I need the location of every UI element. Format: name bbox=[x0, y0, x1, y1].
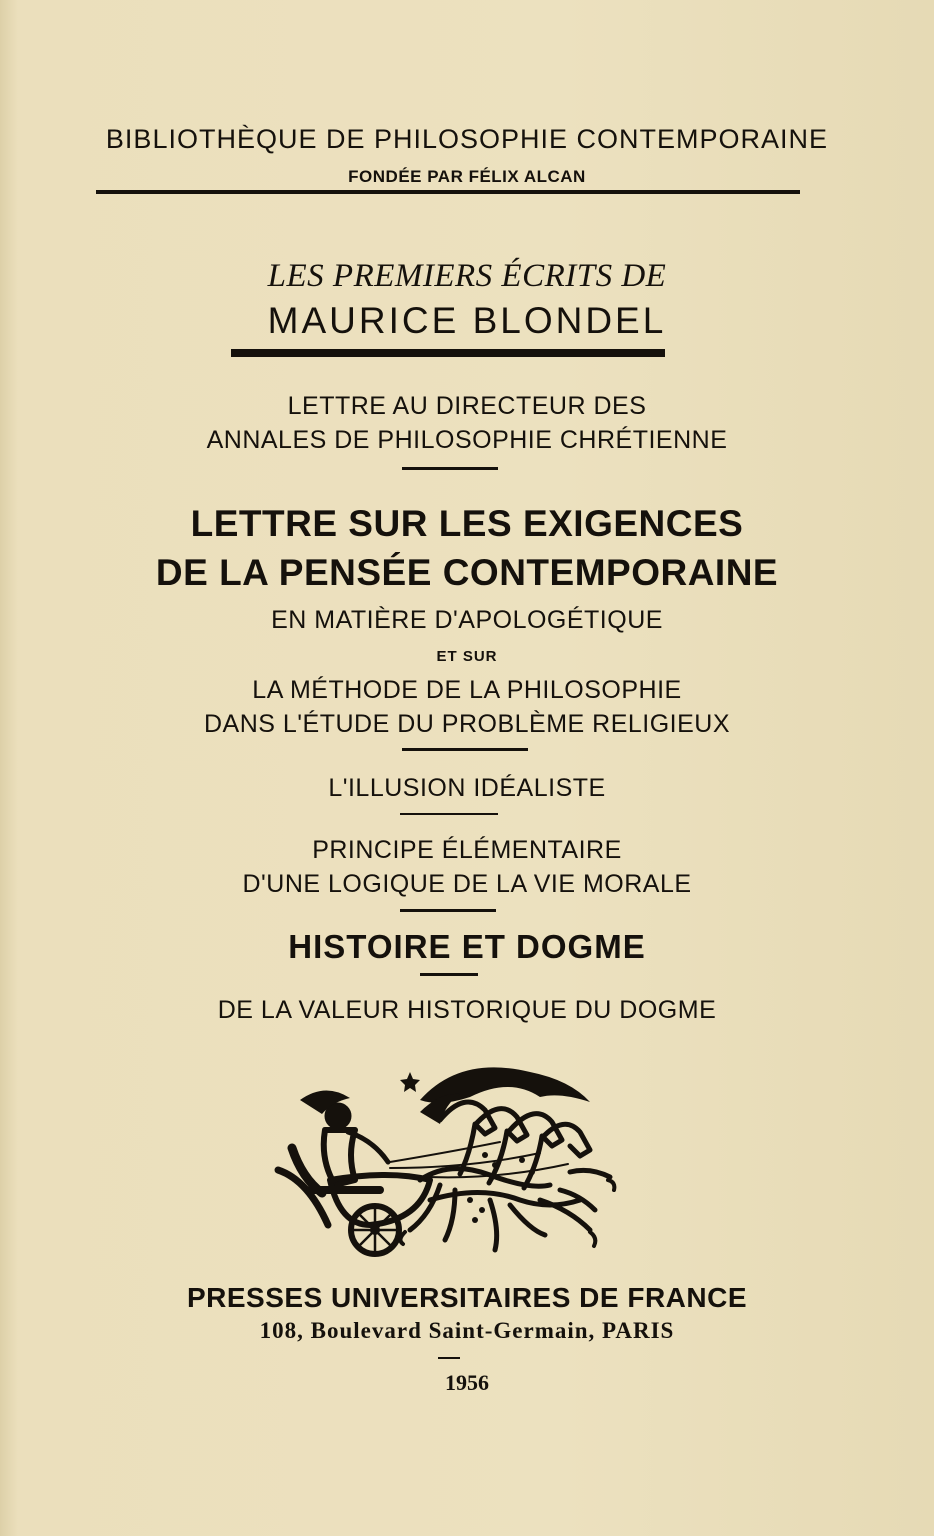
chariot-horses-icon bbox=[270, 1060, 630, 1270]
publisher-name: PRESSES UNIVERSITAIRES DE FRANCE bbox=[186, 1282, 748, 1313]
series-title: BIBLIOTHÈQUE DE PHILOSOPHIE CONTEMPORAINE bbox=[105, 124, 829, 154]
separator-rule bbox=[438, 1357, 460, 1359]
work-histoire-et-dogme: HISTOIRE ET DOGME bbox=[288, 928, 646, 965]
publisher-address: 108, Boulevard Saint-Germain, PARIS bbox=[259, 1318, 675, 1343]
work-lettre-exigences-line2: DE LA PENSÉE CONTEMPORAINE bbox=[155, 552, 779, 593]
header-rule bbox=[96, 190, 800, 194]
publication-year: 1956 bbox=[445, 1370, 489, 1395]
work-lettre-exigences-conjunction: ET SUR bbox=[436, 648, 498, 665]
separator-rule bbox=[402, 748, 528, 751]
separator-rule bbox=[400, 909, 496, 912]
work-lettre-exigences-sub2: LA MÉTHODE DE LA PHILOSOPHIE bbox=[252, 676, 682, 704]
work-lettre-directeur-line2: ANNALES DE PHILOSOPHIE CHRÉTIENNE bbox=[206, 426, 728, 454]
work-lettre-directeur-line1: LETTRE AU DIRECTEUR DES bbox=[287, 392, 647, 420]
author-name: MAURICE BLONDEL bbox=[267, 300, 667, 341]
work-lettre-exigences-sub1: EN MATIÈRE D'APOLOGÉTIQUE bbox=[271, 606, 663, 634]
work-principe-line1: PRINCIPE ÉLÉMENTAIRE bbox=[312, 836, 622, 864]
separator-rule bbox=[400, 813, 498, 815]
author-rule bbox=[231, 349, 665, 357]
work-valeur-historique: DE LA VALEUR HISTORIQUE DU DOGME bbox=[217, 996, 717, 1024]
work-lettre-exigences-sub3: DANS L'ÉTUDE DU PROBLÈME RELIGIEUX bbox=[203, 710, 731, 738]
work-lettre-exigences-line1: LETTRE SUR LES EXIGENCES bbox=[190, 503, 744, 544]
work-principe-line2: D'UNE LOGIQUE DE LA VIE MORALE bbox=[242, 870, 692, 898]
separator-rule bbox=[402, 467, 498, 470]
separator-rule bbox=[420, 973, 478, 976]
series-founder: FONDÉE PAR FÉLIX ALCAN bbox=[348, 167, 586, 186]
collection-subtitle: LES PREMIERS ÉCRITS DE bbox=[267, 258, 667, 294]
work-illusion-idealiste: L'ILLUSION IDÉALISTE bbox=[328, 774, 606, 802]
